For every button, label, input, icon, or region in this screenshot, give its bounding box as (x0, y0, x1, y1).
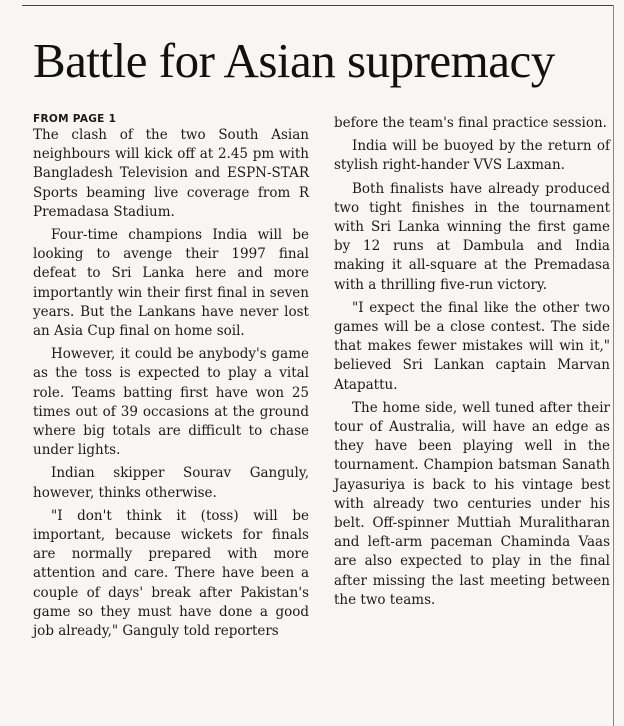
paragraph: Four-time champions India will be looking to avenge their 1997 final defeat to Sri Lanka here and more importantly win their first final in seven years. But the Lankans have never lost an Asia Cup final on home soil. (33, 227, 309, 340)
paragraph: The clash of the two South Asian neighbours will kick off at 2.45 pm with Bangladesh Television and ESPN-STAR Sports beaming live coverage from R Premadasa Stadium. (33, 127, 309, 220)
paragraph: The home side, well tuned after their tour of Australia, will have an edge as they have been playing well in the tournament. Champion batsman Sanath Jayasuriya is back to his vintage best with already two centuries under his belt. Off-spinner Muttiah Muralitharan and left-arm paceman Chaminda Vaas are also expected to play in the final after missing the last meeting between the two teams. (334, 399, 610, 608)
top-rule (22, 5, 614, 6)
right-rule (613, 5, 614, 726)
kicker: FROM PAGE 1 (33, 113, 117, 125)
paragraph: India will be buoyed by the return of stylish right-hander VVS Laxman. (334, 138, 610, 174)
paragraph: Both finalists have already produced two tight finishes in the tournament with Sri Lanka winning the first game by 12 runs at Dambula and India making it all-square at the Premadasa with a thrilling five-run victory. (334, 180, 610, 293)
right-column (334, 114, 610, 614)
left-column (33, 112, 309, 645)
paragraph: "I don't think it (toss) will be important, because wickets for finals are normally prepared with more attention and care. There have been a couple of days' break after Pakistan's game so they must have done a good job already," Ganguly told reporters (33, 507, 309, 640)
paragraph: Indian skipper Sourav Ganguly, however, thinks otherwise. (33, 465, 309, 501)
paragraph: "I expect the final like the other two games will be a close contest. The side that makes fewer mistakes will win it," believed Sri Lankan captain Marvan Atapattu. (334, 299, 610, 393)
paragraph: However, it could be anybody's game as the toss is expected to play a vital role. Teams batting first have won 25 times out of 39 occasions at the ground where big totals are difficult to chase under lights. (33, 346, 309, 459)
headline: Battle for Asian supremacy (33, 33, 555, 88)
paragraph: before the team's final practice session. (334, 115, 607, 131)
